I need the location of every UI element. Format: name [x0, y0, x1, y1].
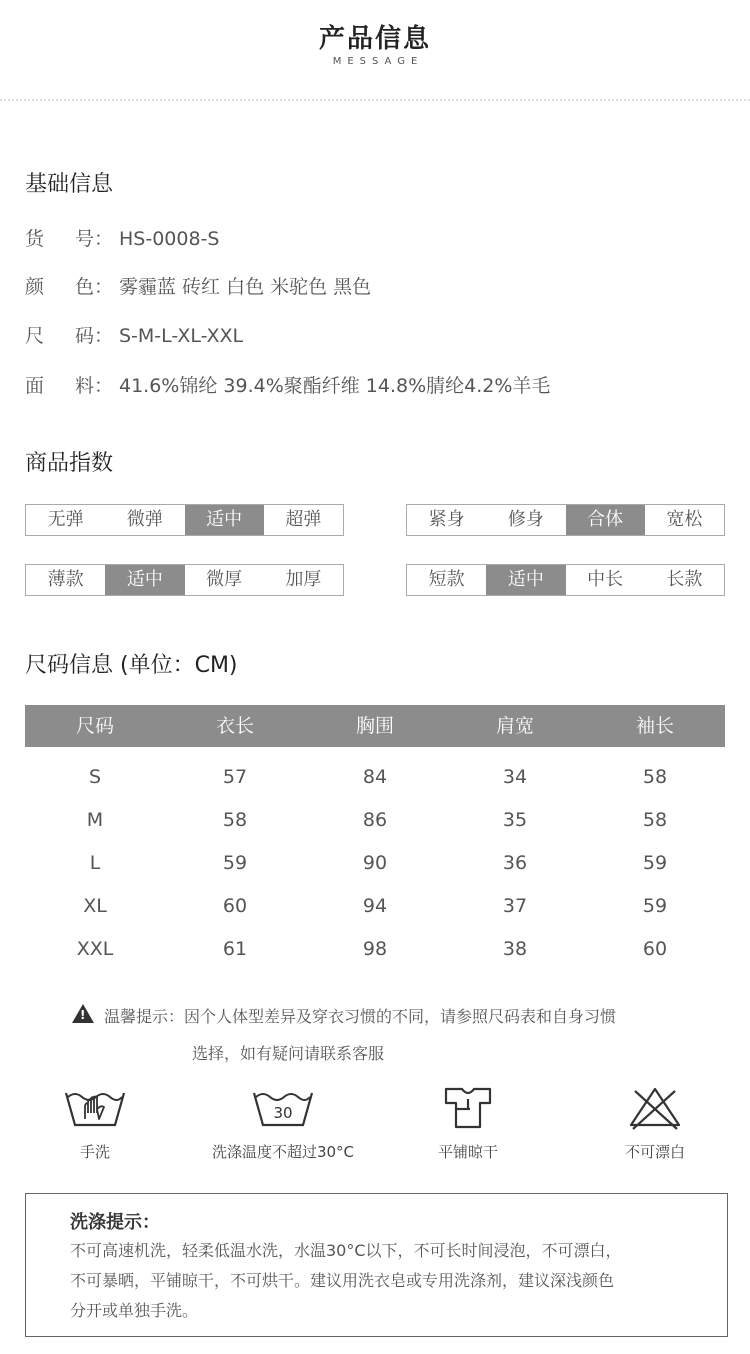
- size-cell: 98: [362, 938, 388, 960]
- index-option: 宽松: [666, 509, 703, 530]
- index-length: [406, 564, 725, 596]
- svg-text:30: 30: [273, 1104, 293, 1122]
- wash-line: 不可高速机洗，轻柔低温水洗，水温30°C以下，不可长时间浸泡，不可漂白，: [70, 1241, 622, 1260]
- size-cell: 86: [362, 809, 388, 831]
- care-no-bleach: [565, 1085, 745, 1162]
- care-label: 洗涤温度不超过30°C: [211, 1143, 355, 1161]
- wash-text: [70, 1236, 690, 1326]
- size-cell: 90: [362, 852, 388, 874]
- basic-row-fabric: [25, 371, 550, 398]
- size-info-title: 尺码信息 (单位：CM): [25, 653, 238, 678]
- index-option: 加厚: [285, 569, 322, 590]
- index-option: 超弹: [285, 509, 322, 530]
- page-title: 产品信息: [318, 24, 431, 54]
- size-header-cell: 肩宽: [495, 715, 534, 737]
- table-row: [25, 799, 725, 842]
- size-header-cell: 尺码: [75, 715, 114, 737]
- index-option: 修身: [507, 509, 544, 530]
- size-table-header: [25, 705, 725, 747]
- size-cell: 61: [222, 938, 248, 960]
- index-option: 适中: [486, 565, 565, 595]
- care-label: 不可漂白: [624, 1143, 685, 1161]
- size-table: [25, 705, 725, 971]
- product-index-title: 商品指数: [25, 451, 114, 476]
- table-row: [25, 756, 725, 799]
- table-row: [25, 885, 725, 928]
- basic-row-value: 41.6%锦纶 39.4%聚酯纤维 14.8%腈纶4.2%羊毛: [119, 375, 551, 397]
- notice-line-2: 选择，如有疑问请联系客服: [192, 1044, 385, 1063]
- index-option: 适中: [185, 505, 264, 535]
- header-divider: [0, 99, 750, 101]
- size-cell: 59: [642, 895, 668, 917]
- index-option: 适中: [105, 565, 184, 595]
- basic-row-value: 雾霾蓝 砖红 白色 米驼色 黑色: [119, 276, 372, 298]
- index-option: 微厚: [206, 569, 243, 590]
- wash-30-icon: [251, 1085, 315, 1131]
- hand-wash-icon: [63, 1085, 127, 1131]
- basic-row-color: [25, 272, 371, 299]
- page-subtitle: MESSAGE: [332, 56, 424, 67]
- basic-row-label: 面 料：: [25, 375, 114, 397]
- size-header-cell: 袖长: [635, 715, 674, 737]
- page-header: [0, 0, 750, 100]
- size-cell: L: [89, 852, 101, 874]
- flat-dry-icon: [436, 1085, 500, 1131]
- index-option: 合体: [566, 505, 645, 535]
- size-notice: [72, 998, 616, 1072]
- table-row: [25, 842, 725, 885]
- size-cell: 37: [502, 895, 528, 917]
- basic-row-label: 货 号：: [25, 228, 114, 250]
- index-elasticity: [25, 504, 344, 536]
- size-cell: 60: [222, 895, 248, 917]
- size-cell: XXL: [76, 938, 114, 960]
- wash-line: 分开或单独手洗。: [70, 1301, 199, 1320]
- index-thickness: [25, 564, 344, 596]
- index-option: 紧身: [428, 509, 465, 530]
- care-label: 手洗: [79, 1143, 110, 1161]
- no-bleach-icon: [623, 1085, 687, 1131]
- basic-row-item-no: [25, 224, 219, 251]
- basic-row-value: S-M-L-XL-XXL: [119, 325, 244, 347]
- size-cell: 57: [222, 766, 248, 788]
- size-cell: 35: [502, 809, 528, 831]
- basic-row-value: HS-0008-S: [119, 228, 220, 250]
- size-cell: 34: [502, 766, 528, 788]
- size-cell: 59: [642, 852, 668, 874]
- notice-line-1: 温馨提示：因个人体型差异及穿衣习惯的不同，请参照尺码表和自身习惯: [104, 1007, 617, 1026]
- size-cell: 84: [362, 766, 388, 788]
- size-cell: 36: [502, 852, 528, 874]
- wash-instructions: [25, 1193, 728, 1337]
- index-option: 薄款: [47, 569, 84, 590]
- basic-info-title: 基础信息: [25, 172, 114, 197]
- size-cell: 94: [362, 895, 388, 917]
- wash-line: 不可暴晒，平铺晾干，不可烘干。建议用洗衣皂或专用洗涤剂，建议深浅颜色: [70, 1271, 615, 1290]
- size-cell: 58: [642, 766, 668, 788]
- care-label: 平铺晾干: [437, 1143, 498, 1161]
- care-hand-wash: [5, 1085, 185, 1162]
- size-cell: 60: [642, 938, 668, 960]
- size-cell: XL: [83, 895, 107, 917]
- index-option: 微弹: [126, 509, 163, 530]
- size-cell: 58: [642, 809, 668, 831]
- basic-row-label: 颜 色：: [25, 276, 114, 298]
- index-option: 长款: [666, 569, 703, 590]
- size-cell: 58: [222, 809, 248, 831]
- size-cell: M: [86, 809, 104, 831]
- size-header-cell: 胸围: [355, 715, 394, 737]
- size-cell: 38: [502, 938, 528, 960]
- size-cell: S: [88, 766, 102, 788]
- index-option: 中长: [587, 569, 624, 590]
- size-cell: 59: [222, 852, 248, 874]
- size-header-cell: 衣长: [215, 715, 254, 737]
- care-flat-dry: [378, 1085, 558, 1162]
- basic-row-size: [25, 321, 243, 348]
- care-wash-30: [193, 1085, 373, 1162]
- index-option: 无弹: [47, 509, 84, 530]
- wash-title: 洗涤提示：: [70, 1212, 160, 1233]
- index-fit: [406, 504, 725, 536]
- basic-row-label: 尺 码：: [25, 325, 114, 347]
- table-row: [25, 928, 725, 971]
- index-option: 短款: [428, 569, 465, 590]
